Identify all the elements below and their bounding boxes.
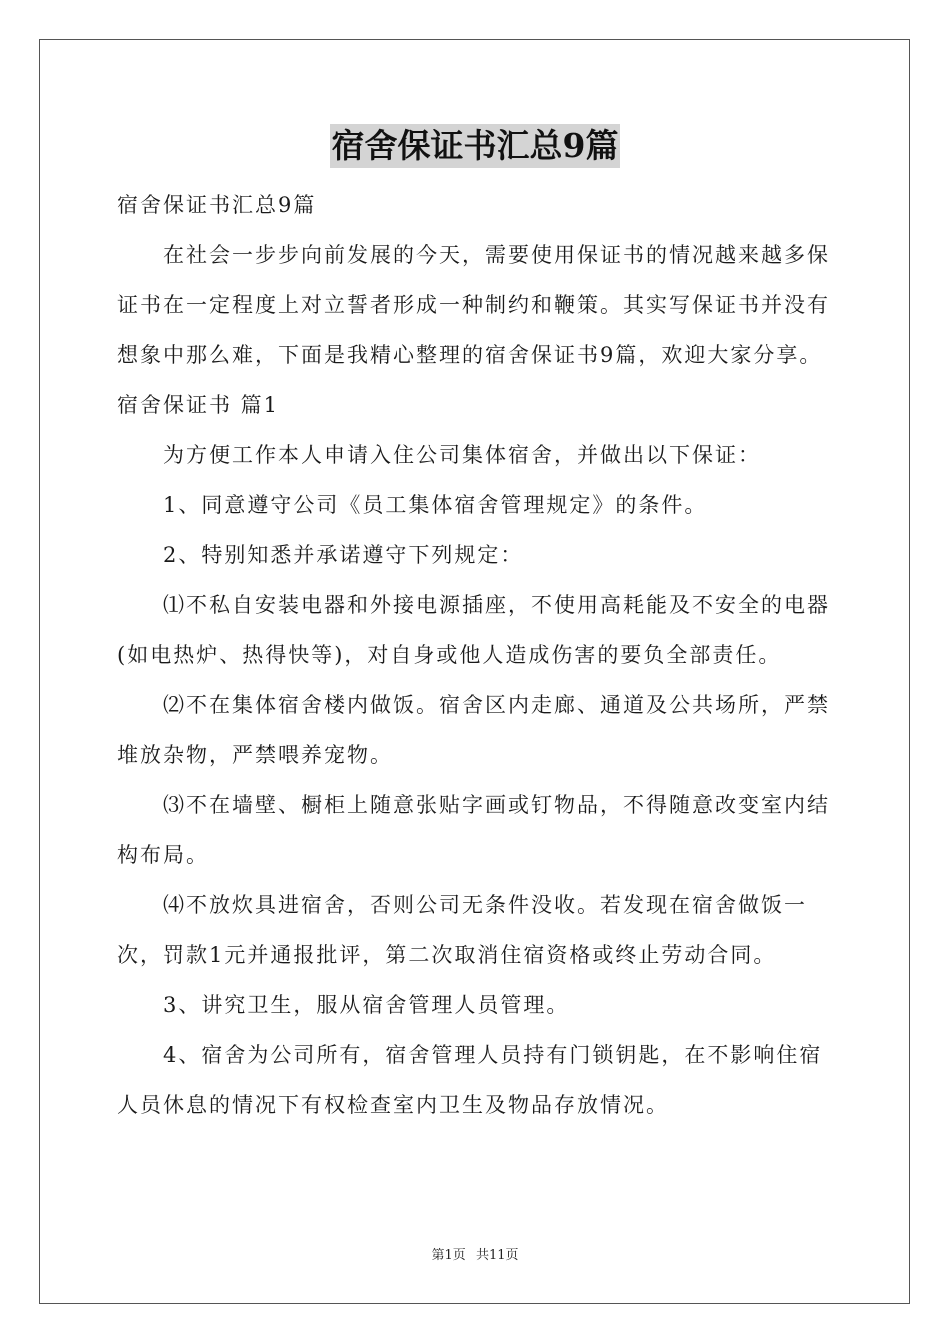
body-paragraph: 2、特别知悉并承诺遵守下列规定： (163, 543, 524, 567)
title-container (0, 124, 950, 168)
body-paragraph: ⑴不私自安装电器和外接电源插座，不使用高耗能及不安全的电器(如电热炉、热得快等)，对自身或他人造成伤害的要负全部责任。 (117, 593, 830, 667)
page-total: 共11页 (475, 1248, 519, 1263)
body-paragraph: 为方便工作本人申请入住公司集体宿舍，并做出以下保证： (163, 443, 761, 467)
body-paragraph: 3、讲究卫生，服从宿舍管理人员管理。 (163, 993, 570, 1017)
page-number: 第1页 (431, 1248, 466, 1263)
body-paragraph: ⑷不放炊具进宿舍，否则公司无条件没收。若发现在宿舍做饭一次，罚款1元并通报批评，第二次取消住宿资格或终止劳动合同。 (117, 893, 807, 967)
body-paragraph: 1、同意遵守公司《员工集体宿舍管理规定》的条件。 (163, 493, 708, 517)
body-paragraph: ⑶不在墙壁、橱柜上随意张贴字画或钉物品，不得随意改变室内结构布局。 (117, 793, 830, 867)
document-body (117, 180, 833, 1130)
body-paragraph: ⑵不在集体宿舍楼内做饭。宿舍区内走廊、通道及公共场所，严禁堆放杂物，严禁喂养宠物。 (117, 693, 830, 767)
document-title: 宿舍保证书汇总9篇 (330, 124, 621, 168)
page-footer (0, 1246, 950, 1266)
subtitle-line: 宿舍保证书汇总9篇 (117, 193, 317, 217)
section-heading: 宿舍保证书 篇1 (117, 393, 280, 417)
intro-paragraph: 在社会一步步向前发展的今天，需要使用保证书的情况越来越多保证书在一定程度上对立誓者形成一种制约和鞭策。其实写保证书并没有想象中那么难，下面是我精心整理的宿舍保证书9篇，欢迎大家分享。 (117, 243, 830, 367)
body-paragraph: 4、宿舍为公司所有，宿舍管理人员持有门锁钥匙，在不影响住宿人员休息的情况下有权检查室内卫生及物品存放情况。 (117, 1043, 823, 1117)
